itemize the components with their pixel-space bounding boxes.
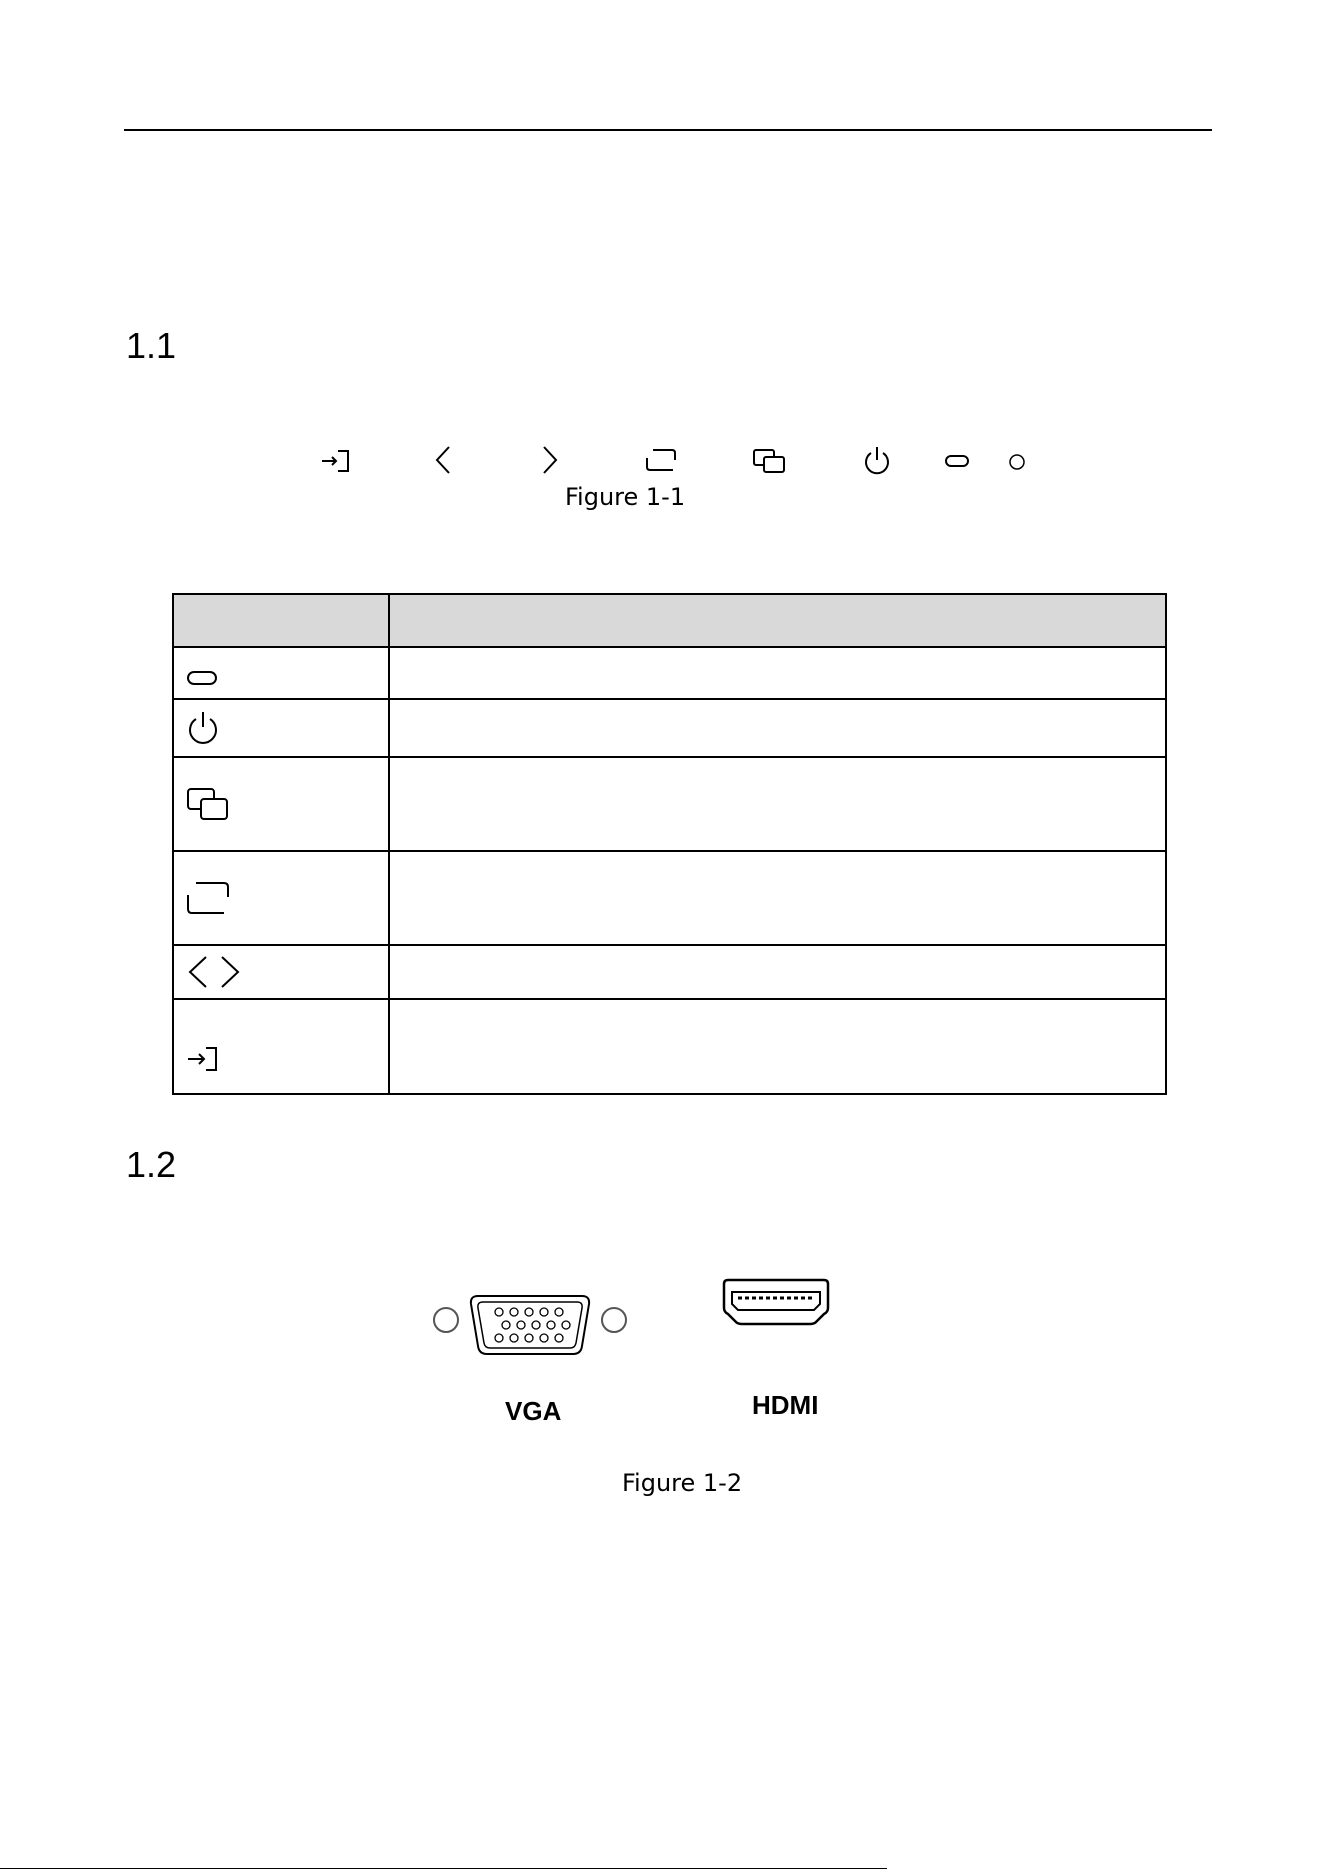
- table-row: [173, 757, 1166, 851]
- table-cell-key: [173, 945, 389, 999]
- power-icon: [862, 445, 892, 477]
- table-row: [173, 945, 1166, 999]
- table-cell-key: [173, 647, 389, 699]
- power-icon: [186, 710, 220, 746]
- vga-port-icon: [430, 1290, 630, 1360]
- indicator-light-icon: [944, 454, 970, 468]
- vga-label: VGA: [505, 1396, 562, 1426]
- return-icon: [186, 881, 230, 915]
- hdmi-label: HDMI: [752, 1390, 819, 1420]
- input-source-icon: [320, 449, 352, 473]
- table-cell-key: [173, 999, 389, 1094]
- table-row: [173, 851, 1166, 945]
- figure-1-2-caption: Figure 1-2: [622, 1469, 743, 1497]
- chevron-right-icon: [541, 445, 559, 475]
- menu-windows-icon: [752, 448, 786, 474]
- input-source-icon: [186, 1046, 220, 1072]
- table-cell-description: [389, 851, 1166, 945]
- section-heading-1-2: 1.2: [126, 1144, 177, 1185]
- table-header-description: [389, 594, 1166, 647]
- figure-1-1-caption: Figure 1-1: [565, 483, 686, 511]
- table-cell-description: [389, 647, 1166, 699]
- table-cell-key: [173, 699, 389, 757]
- header-rule: [124, 129, 1212, 131]
- table-cell-key: [173, 851, 389, 945]
- table-row: [173, 999, 1166, 1094]
- chevron-left-right-icon: [186, 955, 242, 989]
- table-cell-key: [173, 757, 389, 851]
- table-cell-description: [389, 699, 1166, 757]
- footer-rule: [0, 1868, 887, 1869]
- chevron-left-icon: [434, 445, 452, 475]
- table-row: [173, 647, 1166, 699]
- table-header-key: [173, 594, 389, 647]
- table-cell-description: [389, 945, 1166, 999]
- section-heading-1-1: 1.1: [126, 325, 177, 366]
- keys-table: [172, 593, 1167, 1095]
- table-header-row: [173, 594, 1166, 647]
- return-icon: [645, 448, 677, 472]
- table-cell-description: [389, 757, 1166, 851]
- indicator-light-icon: [186, 669, 218, 687]
- table-cell-description: [389, 999, 1166, 1094]
- menu-windows-icon: [186, 787, 230, 821]
- table-row: [173, 699, 1166, 757]
- hdmi-port-icon: [720, 1278, 832, 1328]
- sensor-icon: [1008, 453, 1026, 471]
